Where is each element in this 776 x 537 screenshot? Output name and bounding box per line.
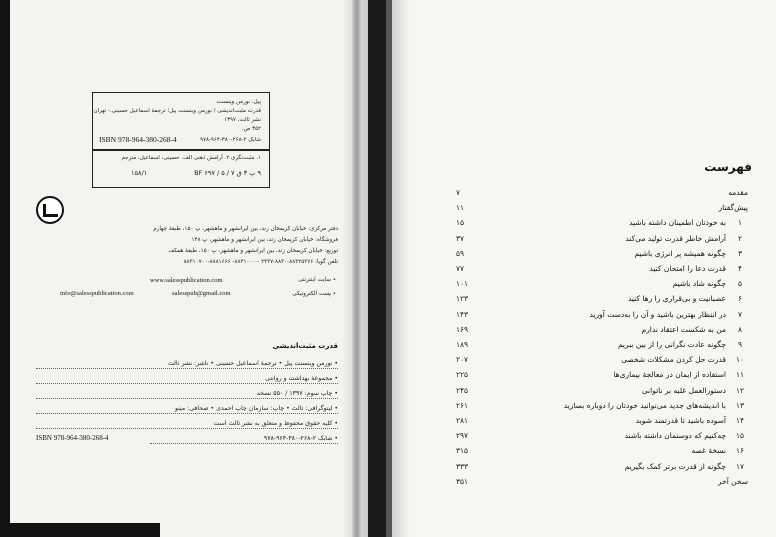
toc-chapter-number: ۱۷ [735,461,745,471]
store-address: فروشگاه: خیابان کریمخان زند، بین ایرانشهر و ماهشهر، پ ۱۴۸ [191,237,338,243]
cataloging-box [92,92,270,188]
toc-title: پیش‌گفتار [718,203,748,213]
toc-page-number: ۲۰۷ [456,355,469,365]
toc-chapter-number: ۹ [737,340,743,349]
toc-chapter-number: ۶ [737,294,743,304]
cip-dewey: ۱۵۸/۱ [131,169,148,177]
book-spine [368,0,386,537]
toc-entry [456,370,748,384]
ident-row: • نورمن وینسنت پیل • ترجمهٔ اسماعیل حسینی • ناشر: نشر ثالث [36,360,338,369]
toc-entry [456,446,748,460]
page-edge-bottom [0,523,160,537]
ident-row: • لیتوگرافی: ثالث • چاپ: سازمان چاپ احمدی • صحافی: مینو [36,405,338,414]
toc-page-number: ۳۵۱ [456,476,469,486]
toc-page-number: ۱۰۱ [456,279,469,289]
toc-entry [456,477,748,491]
toc-entry [456,386,748,400]
toc-chapter-number: ۱۱ [735,370,745,380]
toc-entry [456,310,748,324]
toc-page-number: ۵۹ [456,248,465,258]
page-gutter [352,0,362,537]
toc-page-number: ۲۹۷ [456,431,469,441]
toc-heading: فهرست [704,160,752,174]
toc-title: در انتظار بهترین باشید و آن را به‌دست آورید [589,309,726,319]
toc-entry [456,294,748,308]
cip-classification: ۹ پ ۳ ق ۷ / ۵ / ۶۹۷ BF [194,169,261,177]
toc-title: چه‌کنیم که دوستمان داشته باشند [624,431,726,441]
toc-title: به خودتان اطمینان داشته باشید [629,218,726,228]
toc-entry [456,264,748,278]
email-label: • پست الکترونیکی [292,291,336,297]
toc-entry [456,325,748,339]
book-title: قدرت مثبت‌اندیشی [272,342,338,350]
toc-title: چگونه شاد باشیم [672,279,726,289]
toc-page-number: ۱۸۹ [456,340,469,349]
toc-title: آسوده باشید تا قدرتمند شوید [635,416,726,425]
toc-chapter-number: ۴ [737,264,743,273]
toc-title: قدرت حل کردن مشکلات شخصی [621,355,726,365]
right-page [392,0,776,537]
toc-chapter-number: ۲ [737,233,743,243]
toc-title: سخن آخر [717,476,748,486]
toc-entry [456,279,748,293]
toc-title: با اندیشه‌های جدید می‌توانید خودتان را دوباره بسازید [563,400,726,410]
toc-title: قدرت دعا را امتحان کنید [649,264,726,273]
toc-page-number: ۲۲۵ [456,370,469,380]
toc-page-number: ۲۴۵ [456,385,469,395]
toc-chapter-number: ۷ [737,309,743,319]
office-address: دفتر مرکزی: خیابان کریمخان زند، بین ایرانشهر و ماهشهر، پ ۱۵۰، طبقهٔ چهارم [153,226,338,232]
toc-chapter-number: ۳ [737,248,743,258]
toc-page-number: ۳۳۳ [456,461,469,471]
toc-chapter-number: ۱ [737,218,743,228]
email-link[interactable]: info@salesspublication.com [60,290,134,297]
left-page [0,0,368,537]
toc-entry [456,249,748,263]
toc-entry [456,340,748,354]
toc-entry [456,234,748,248]
page-edge [0,0,10,537]
toc-page-number: ۳۷ [456,233,465,243]
publisher-logo-icon [36,196,64,224]
toc-page-number: ۱۱ [456,203,465,213]
website-label: • سایت اینترنتی [298,277,336,283]
ident-row: • شابک ۲-۲۶۸-۳۸۰-۹۶۴-۹۷۸ [150,435,338,444]
toc-title: چگونه عادت نگرانی را از بین ببریم [617,340,726,349]
toc-entry [456,203,748,217]
cip-line: ۳۵۲ ص. [241,126,261,132]
toc-page-number: ۲۶۱ [456,400,469,410]
cip-line: قدرت مثبت‌اندیشی / نورمن وینسنت پیل؛ ترجمهٔ اسماعیل حسینی.- تهران [93,108,261,114]
toc-entry [456,416,748,430]
cip-line: نشر ثالث، ۱۳۹۷ [224,117,261,123]
ident-row: • چاپ سوم: ۱۳۹۷ / ۵۵۰ نسخه [36,390,338,399]
toc-chapter-number: ۱۲ [735,385,745,395]
toc-page-number: ۱۲۳ [456,294,469,304]
cip-isbn: ISBN 978-964-380-268-4 [99,135,177,144]
toc-title: چگونه از قدرت برتر کمک بگیریم [624,461,726,471]
toc-title: من به شکست اعتقاد ندارم [641,324,726,334]
toc-chapter-number: ۱۰ [735,355,745,365]
phone-numbers: تلفن گویا: ۸۸۳۲۵۳۷۶-۸۸۳۰-۲۴۳۷ - ۸۸۳۱۰۰۰- ۸۸۸۱۶۶۶-۸۸۳۱۰۷۰۰ [183,259,338,265]
toc-entry [456,188,748,202]
ident-row: • کلیه حقوق محفوظ و متعلق به نشر ثالث است [36,420,338,429]
toc-title: مقدمه [728,188,748,197]
toc-chapter-number: ۱۳ [735,400,745,410]
cip-divider [93,149,269,151]
toc-chapter-number: ۱۵ [735,431,745,441]
toc-title: آرامش خاطر قدرت تولید می‌کند [625,233,726,243]
cip-line: پیل، نورمن وینسنت [216,99,261,105]
toc-title: نسخهٔ غصه [691,446,726,456]
page-shadow [392,0,410,537]
toc-chapter-number: ۱۴ [735,416,745,425]
toc-chapter-number: ۸ [737,324,743,334]
toc-page-number: ۷۷ [456,264,465,273]
toc-chapter-number: ۵ [737,279,743,289]
toc-title: استفاده از ایمان در معالجهٔ بیماری‌ها [613,370,726,380]
toc-entry [456,401,748,415]
toc-entry [456,462,748,476]
website-link[interactable]: www.salesspublication.com [150,277,223,284]
toc-page-number: ۱۶۹ [456,324,469,334]
toc-chapter-number: ۱۶ [735,446,745,456]
cip-line: ۱. مثبت‌نگری ۲. آرامش ذهنی الف. حسینی، اسماعیل، مترجم [121,155,261,161]
toc-entry [456,431,748,445]
toc-page-number: ۳۱۵ [456,446,469,456]
toc-entry [456,355,748,369]
ident-isbn: ISBN 978-964-380-268-4 [36,434,109,442]
toc-title: عصبانیت و بی‌قراری را رها کنید [627,294,726,304]
email-link[interactable]: salesspub@gmail.com [172,290,231,297]
toc-entry [456,218,748,232]
toc-page-number: ۷ [456,188,461,197]
toc-title: دستورالعمل غلبه بر ناتوانی [641,385,726,395]
ident-row: • مجموعهٔ بهداشت و روانتی [36,375,338,384]
toc-page-number: ۱۴۳ [456,309,469,319]
toc-page-number: ۲۸۱ [456,416,469,425]
toc-page-number: ۱۵ [456,218,465,228]
distribution-address: توزیع: خیابان کریمخان زند، بین ایرانشهر و ماهشهر، پ ۱۵۰، طبقهٔ همکف [168,248,338,254]
toc-title: چگونه همیشه پر انرژی باشیم [634,248,726,258]
cip-line: شابک ۲-۲۶۸-۳۸۰-۹۶۴-۹۷۸ [200,137,261,143]
